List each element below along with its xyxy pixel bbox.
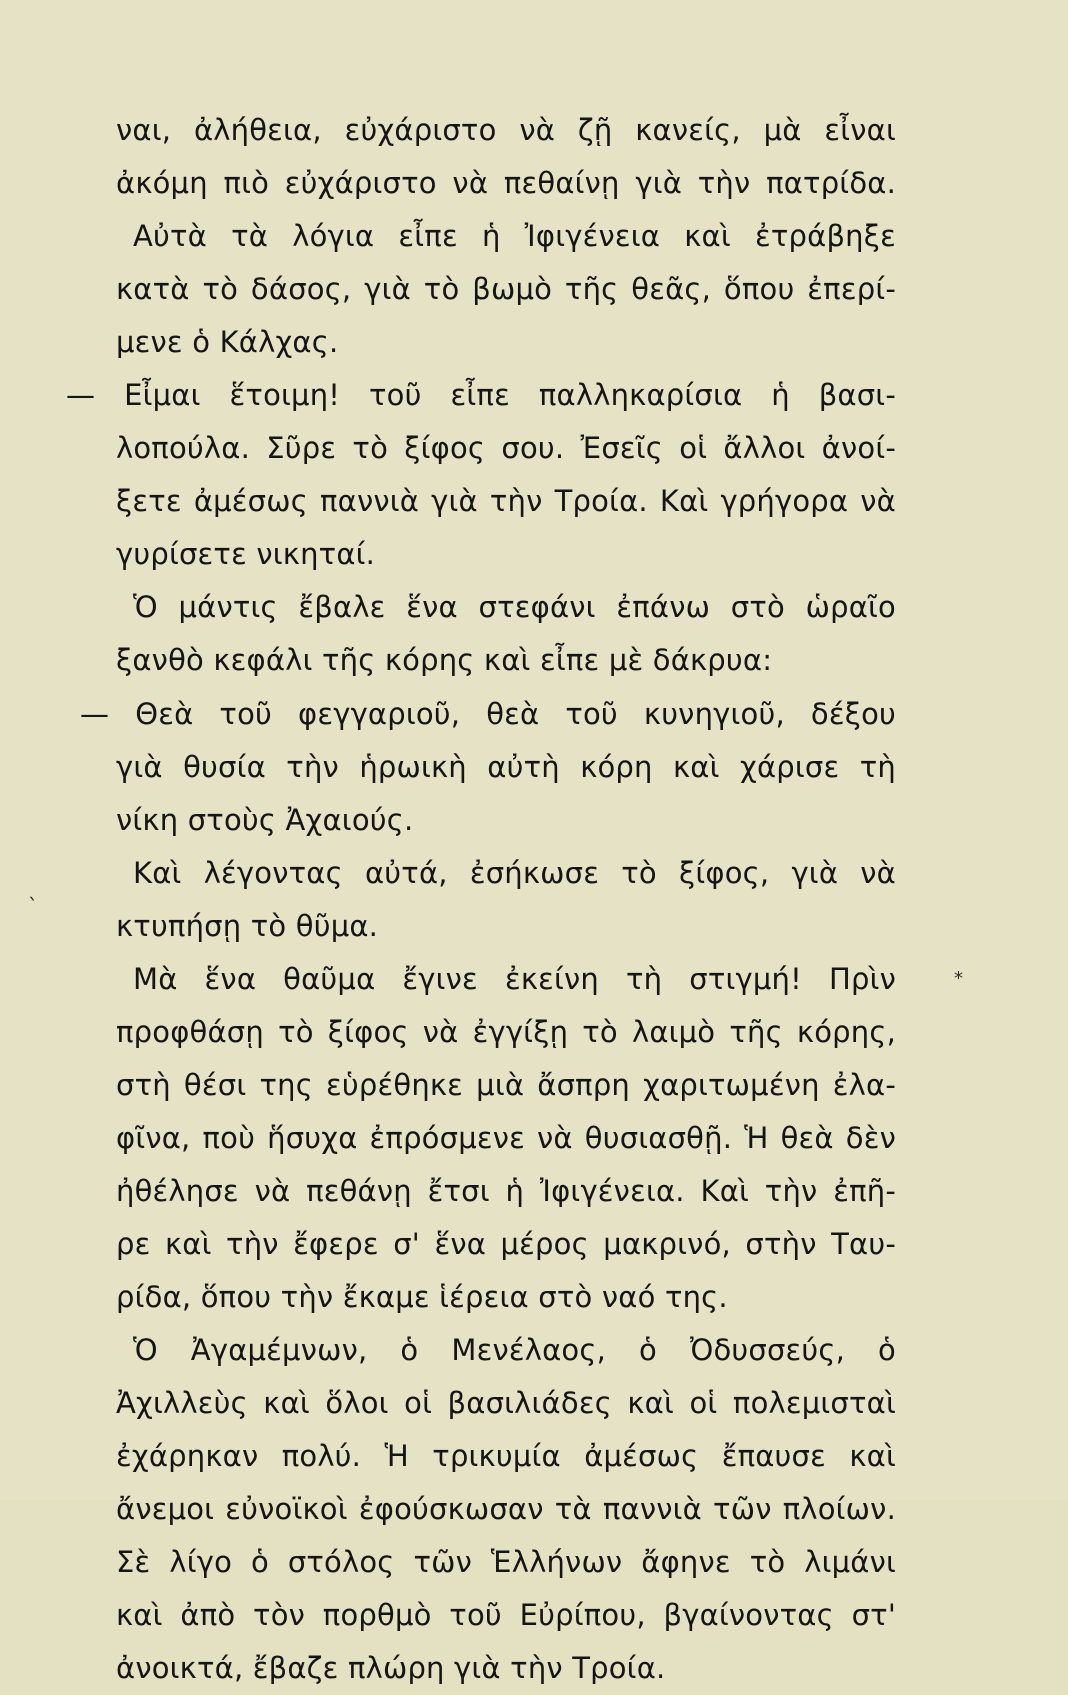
text-line: προφθάσῃ τὸ ξίφος νὰ ἐγγίξῃ τὸ λαιμὸ τῆς κόρης,: [116, 1014, 896, 1049]
text-line: Αὐτὰ τὰ λόγια εἶπε ἡ Ἰφιγένεια καὶ ἐτράβηξε: [133, 219, 896, 254]
body-text: [66, 104, 896, 1695]
text-line: — Εἶμαι ἕτοιμη! τοῦ εἶπε παλληκαρίσια ἡ βασι-: [66, 378, 896, 413]
text-line: λοπούλα. Σῦρε τὸ ξίφος σου. Ἐσεῖς οἱ ἄλλοι ἀνοί-: [116, 431, 896, 466]
margin-mark-right: *: [954, 968, 963, 989]
text-line: ἐχάρηκαν πολύ. Ἡ τρικυμία ἀμέσως ἔπαυσε καὶ: [116, 1439, 896, 1474]
text-line: μενε ὁ Κάλχας.: [116, 325, 339, 360]
text-line: Καὶ λέγοντας αὐτά, ἐσήκωσε τὸ ξίφος, γιὰ νὰ: [133, 855, 896, 890]
text-line: Σὲ λίγο ὁ στόλος τῶν Ἑλλήνων ἄφηνε τὸ λιμάνι: [116, 1545, 896, 1580]
text-line: ἀνοικτά, ἔβαζε πλώρη γιὰ τὴν Τροία.: [116, 1651, 666, 1686]
text-line: Ἀχιλλεὺς καὶ ὅλοι οἱ βασιλιάδες καὶ οἱ πολεμισταὶ: [116, 1386, 896, 1421]
text-line: νίκη στοὺς Ἀχαιούς.: [116, 802, 414, 837]
text-line: ἄνεμοι εὐνοϊκοὶ ἐφούσκωσαν τὰ παννιὰ τῶν πλοίων.: [116, 1492, 896, 1527]
text-line: γιὰ θυσία τὴν ἡρωικὴ αὐτὴ κόρη καὶ χάρισε τὴ: [116, 749, 896, 784]
text-line: ναι, ἀλήθεια, εὐχάριστο νὰ ζῇ κανείς, μὰ εἶναι: [116, 113, 896, 147]
text-line: ρε καὶ τὴν ἔφερε σ' ἕνα μέρος μακρινό, στὴν Ταυ-: [116, 1226, 896, 1261]
text-line: ξετε ἀμέσως παννιὰ γιὰ τὴν Τροία. Καὶ γρήγορα νὰ: [116, 484, 896, 519]
text-line: στὴ θέσι της εὑρέθηκε μιὰ ἄσπρη χαριτωμένη ἐλα-: [116, 1067, 896, 1102]
text-line: Μὰ ἕνα θαῦμα ἔγινε ἐκείνη τὴ στιγμή! Πρὶν: [133, 961, 896, 996]
text-line: Ὁ μάντις ἔβαλε ἕνα στεφάνι ἐπάνω στὸ ὡραῖο: [133, 590, 896, 625]
text-line: κατὰ τὸ δάσος, γιὰ τὸ βωμὸ τῆς θεᾶς, ὅπου ἐπερί-: [116, 272, 896, 307]
margin-mark-left: `: [28, 894, 38, 918]
text-line: φῖνα, ποὺ ἥσυχα ἐπρόσμενε νὰ θυσιασθῇ. Ἡ θεὰ δὲν: [116, 1120, 896, 1155]
text-line: καὶ ἀπὸ τὸν πορθμὸ τοῦ Εὐρίπου, βγαίνοντας στ': [116, 1598, 896, 1633]
text-line: ἠθέλησε νὰ πεθάνῃ ἔτσι ἡ Ἰφιγένεια. Καὶ τὴν ἐπῆ-: [116, 1173, 896, 1208]
text-line: Ὁ Ἀγαμέμνων, ὁ Μενέλαος, ὁ Ὀδυσσεύς, ὁ: [133, 1333, 896, 1368]
text-line: κτυπήσῃ τὸ θῦμα.: [116, 908, 379, 943]
text-line: ρίδα, ὅπου τὴν ἔκαμε ἱέρεια στὸ ναό της.: [116, 1280, 728, 1315]
text-line: ξανθὸ κεφάλι τῆς κόρης καὶ εἶπε μὲ δάκρυα:: [116, 643, 773, 678]
text-line: γυρίσετε νικηταί.: [116, 537, 376, 572]
text-line: ἀκόμη πιὸ εὐχάριστο νὰ πεθαίνῃ γιὰ τὴν πατρίδα.: [116, 166, 896, 201]
text-line: — Θεὰ τοῦ φεγγαριοῦ, θεὰ τοῦ κυνηγιοῦ, δέξου: [80, 696, 896, 731]
